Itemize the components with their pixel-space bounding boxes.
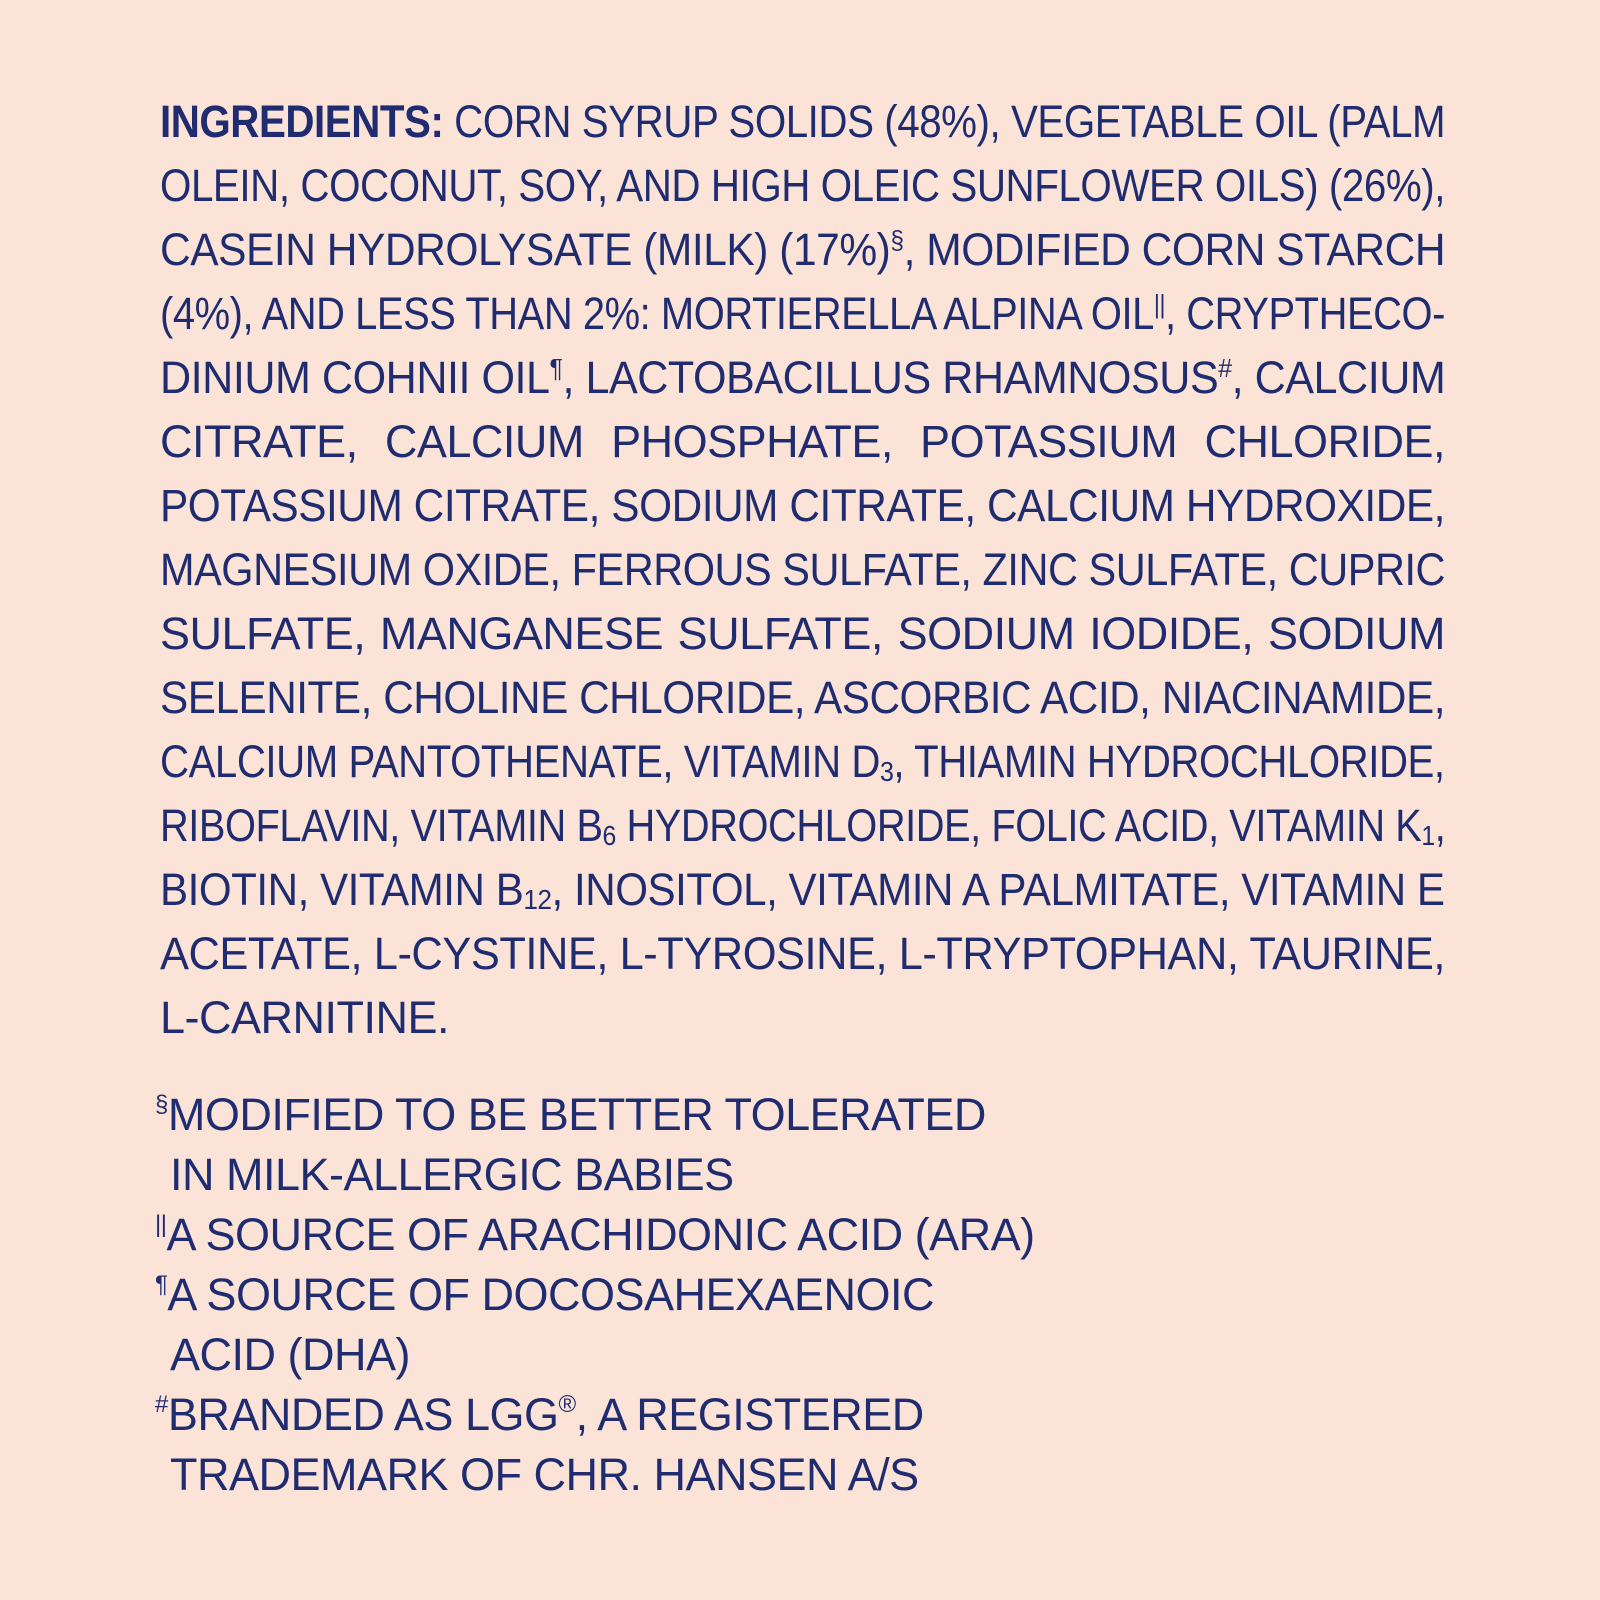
footnotes xyxy=(155,1085,1055,1505)
ingredients-text: HYDROCHLORIDE, FOLIC ACID, VITAMIN K xyxy=(615,800,1422,851)
ingredients-line-6 xyxy=(160,410,1445,474)
ingredients-text: , INOSITOL, VITAMIN A PALMITATE, VITAMIN E xyxy=(551,864,1445,915)
ingredients-line-9 xyxy=(160,602,1445,666)
ingredients-text: POTASSIUM CITRATE, SODIUM CITRATE, CALCIUM HYDROXIDE, xyxy=(160,480,1445,531)
footnote-text: ACID (DHA) xyxy=(170,1329,410,1380)
footnote-4-line-2 xyxy=(155,1445,1055,1505)
footnote-text: BRANDED AS LGG xyxy=(167,1389,559,1440)
ingredients-line-7 xyxy=(160,474,1445,538)
ingredients-text: SULFATE, MANGANESE SULFATE, SODIUM IODIDE, SODIUM xyxy=(160,608,1445,659)
footnote-marker-parallel: || xyxy=(155,1211,167,1238)
ingredients-text: , CRYPTHECO- xyxy=(1165,288,1445,339)
ingredients-line-4 xyxy=(160,282,1445,346)
ingredients-text: SELENITE, CHOLINE CHLORIDE, ASCORBIC ACID, NIACINAMIDE, xyxy=(160,672,1445,723)
ingredients-line-11 xyxy=(160,730,1445,794)
footnote-marker-hash: # xyxy=(155,1391,168,1418)
ingredients-line-14 xyxy=(160,922,1445,986)
ingredients-text: RIBOFLAVIN, VITAMIN B xyxy=(160,800,603,851)
ingredients-line-1 xyxy=(160,90,1445,154)
footnote-2-line-1 xyxy=(155,1205,1055,1265)
footnote-marker-pilcrow: ¶ xyxy=(549,353,563,383)
footnote-3-line-1 xyxy=(155,1265,1055,1325)
footnote-text: TRADEMARK OF CHR. HANSEN A/S xyxy=(170,1449,919,1500)
ingredients-text: DINIUM COHNII OIL xyxy=(160,352,550,403)
footnote-text: A SOURCE OF ARACHIDONIC ACID (ARA) xyxy=(166,1209,1035,1260)
ingredients-line-13 xyxy=(160,858,1445,922)
ingredients-line-10 xyxy=(160,666,1445,730)
footnote-1-line-2 xyxy=(155,1145,1055,1205)
ingredients-line-8 xyxy=(160,538,1445,602)
ingredients-text: , MODIFIED CORN STARCH xyxy=(903,224,1446,275)
footnote-text: MODIFIED TO BE BETTER TOLERATED xyxy=(167,1089,986,1140)
ingredients-text: CASEIN HYDROLYSATE (MILK) (17%) xyxy=(160,224,891,275)
vitamin-subscript: 1 xyxy=(1421,820,1435,851)
footnote-marker-section: § xyxy=(155,1091,168,1118)
ingredients-text: CALCIUM PANTOTHENATE, VITAMIN D xyxy=(160,736,880,787)
ingredients-label: INGREDIENTS: xyxy=(160,96,444,147)
ingredients-line-2 xyxy=(160,154,1445,218)
footnote-marker-hash: # xyxy=(1218,353,1232,383)
footnote-text: A SOURCE OF DOCOSAHEXAENOIC xyxy=(167,1269,935,1320)
ingredients-paragraph xyxy=(160,90,1445,1050)
ingredients-text: CITRATE, CALCIUM PHOSPHATE, POTASSIUM CHLORIDE, xyxy=(160,416,1445,467)
ingredients-text: MAGNESIUM OXIDE, FERROUS SULFATE, ZINC SULFATE, CUPRIC xyxy=(160,544,1446,595)
vitamin-subscript: 6 xyxy=(602,820,616,851)
ingredients-text: (4%), AND LESS THAN 2%: MORTIERELLA ALPINA OIL xyxy=(160,288,1154,339)
footnote-marker-pilcrow: ¶ xyxy=(155,1271,168,1298)
ingredients-text: , CALCIUM xyxy=(1231,352,1446,403)
footnote-3-line-2 xyxy=(155,1325,1055,1385)
vitamin-subscript: 3 xyxy=(879,756,894,787)
ingredients-text: BIOTIN, VITAMIN B xyxy=(160,864,524,915)
ingredients-text: ACETATE, L-CYSTINE, L-TYROSINE, L-TRYPTOPHAN, TAURINE, xyxy=(160,928,1445,979)
ingredients-text: OLEIN, COCONUT, SOY, AND HIGH OLEIC SUNFLOWER OILS) (26%), xyxy=(160,160,1445,211)
footnote-text: , A REGISTERED xyxy=(575,1389,924,1440)
ingredients-text: , THIAMIN HYDROCHLORIDE, xyxy=(893,736,1445,787)
ingredients-text: L-CARNITINE. xyxy=(160,992,450,1043)
footnote-marker-parallel: || xyxy=(1153,289,1166,319)
ingredients-line-15 xyxy=(160,986,1445,1050)
registered-mark: ® xyxy=(558,1391,576,1418)
footnote-text: IN MILK-ALLERGIC BABIES xyxy=(170,1149,734,1200)
footnote-1-line-1 xyxy=(155,1085,1055,1145)
ingredients-text: CORN SYRUP SOLIDS (48%), VEGETABLE OIL (PALM xyxy=(443,96,1446,147)
ingredients-line-5 xyxy=(160,346,1445,410)
ingredients-text: , xyxy=(1434,800,1446,851)
footnote-4-line-1 xyxy=(155,1385,1055,1445)
ingredients-line-3 xyxy=(160,218,1445,282)
ingredients-text: , LACTOBACILLUS RHAMNOSUS xyxy=(562,352,1219,403)
footnote-marker-section: § xyxy=(890,225,904,255)
vitamin-subscript: 12 xyxy=(523,884,552,915)
ingredients-line-12 xyxy=(160,794,1445,858)
